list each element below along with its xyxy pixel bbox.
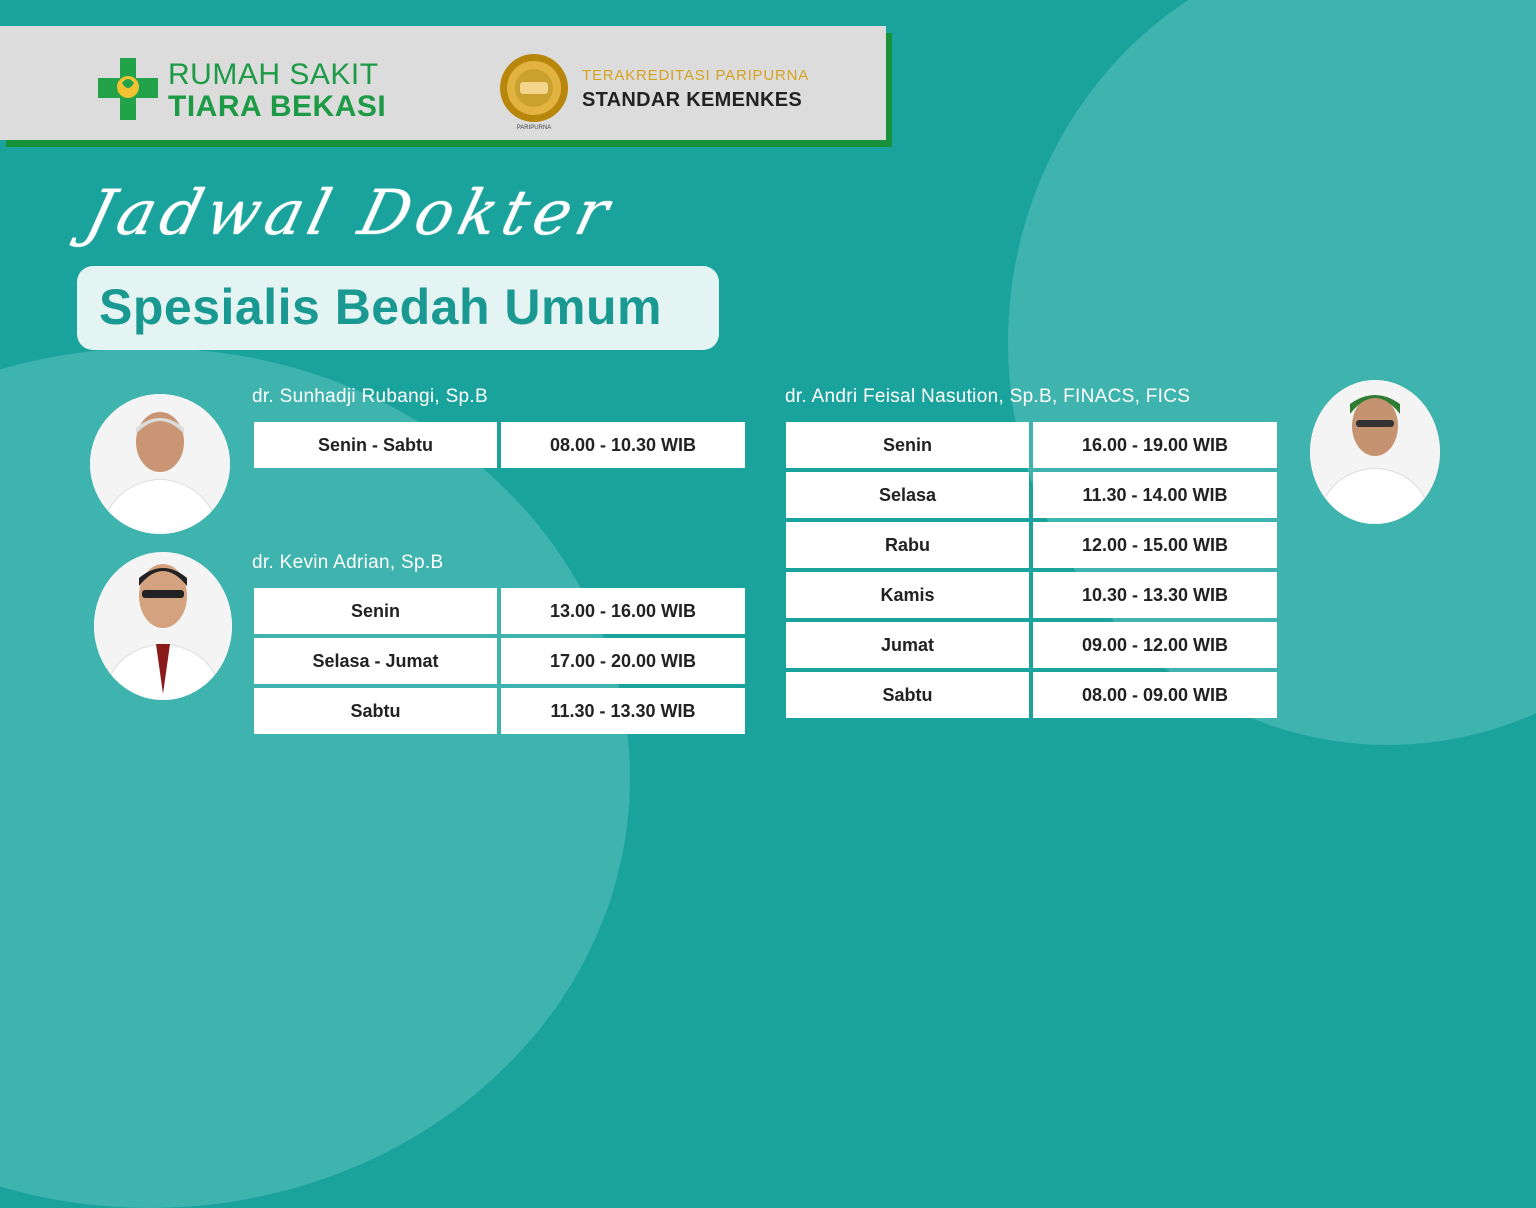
accreditation-bottom: STANDAR KEMENKES (582, 89, 802, 111)
specialty-title: Spesialis Bedah Umum (99, 279, 662, 335)
script-title: Jadwal Dokter (78, 176, 623, 249)
hospital-logo-icon (98, 58, 158, 120)
schedule-day-cell: Senin (786, 422, 1029, 468)
schedule-day-cell: Jumat (786, 622, 1029, 668)
schedule-day-cell: Senin (254, 588, 497, 634)
accreditation-text (582, 68, 809, 110)
schedule-time-cell: 11.30 - 14.00 WIB (1033, 472, 1277, 518)
schedule-day-cell: Kamis (786, 572, 1029, 618)
schedule-day-cell: Sabtu (254, 688, 497, 734)
schedule-time-cell: 12.00 - 15.00 WIB (1033, 522, 1277, 568)
schedule-time-cell: 16.00 - 19.00 WIB (1033, 422, 1277, 468)
doctor-name-andri: dr. Andri Feisal Nasution, Sp.B, FINACS, FICS (785, 386, 1191, 407)
schedule-day-cell: Selasa - Jumat (254, 638, 497, 684)
schedule-day-cell: Rabu (786, 522, 1029, 568)
schedule-day-cell: Selasa (786, 472, 1029, 518)
doctor-name-kevin: dr. Kevin Adrian, Sp.B (252, 552, 444, 573)
hospital-name-line2: TIARA BEKASI (168, 90, 387, 123)
schedule-day-cell: Senin - Sabtu (254, 422, 497, 468)
hospital-name (168, 60, 386, 122)
doctor-photo-kevin (94, 552, 232, 700)
schedule-time-cell: 13.00 - 16.00 WIB (501, 588, 745, 634)
schedule-time-cell: 10.30 - 13.30 WIB (1033, 572, 1277, 618)
specialty-pill (77, 266, 719, 350)
doctor-name-sunhadji: dr. Sunhadji Rubangi, Sp.B (252, 386, 488, 407)
accreditation-seal-icon (498, 52, 570, 132)
accreditation-top: TERAKREDITASI PARIPURNA (582, 67, 810, 84)
schedule-time-cell: 11.30 - 13.30 WIB (501, 688, 745, 734)
schedule-day-cell: Sabtu (786, 672, 1029, 718)
schedule-time-cell: 17.00 - 20.00 WIB (501, 638, 745, 684)
schedule-time-cell: 09.00 - 12.00 WIB (1033, 622, 1277, 668)
seal-caption: PARIPURNA (516, 125, 552, 131)
schedule-time-cell: 08.00 - 10.30 WIB (501, 422, 745, 468)
doctor-photo-andri (1310, 380, 1440, 524)
schedule-time-cell: 08.00 - 09.00 WIB (1033, 672, 1277, 718)
hospital-name-line1: RUMAH SAKIT (168, 58, 379, 91)
doctor-photo-sunhadji (90, 394, 230, 534)
